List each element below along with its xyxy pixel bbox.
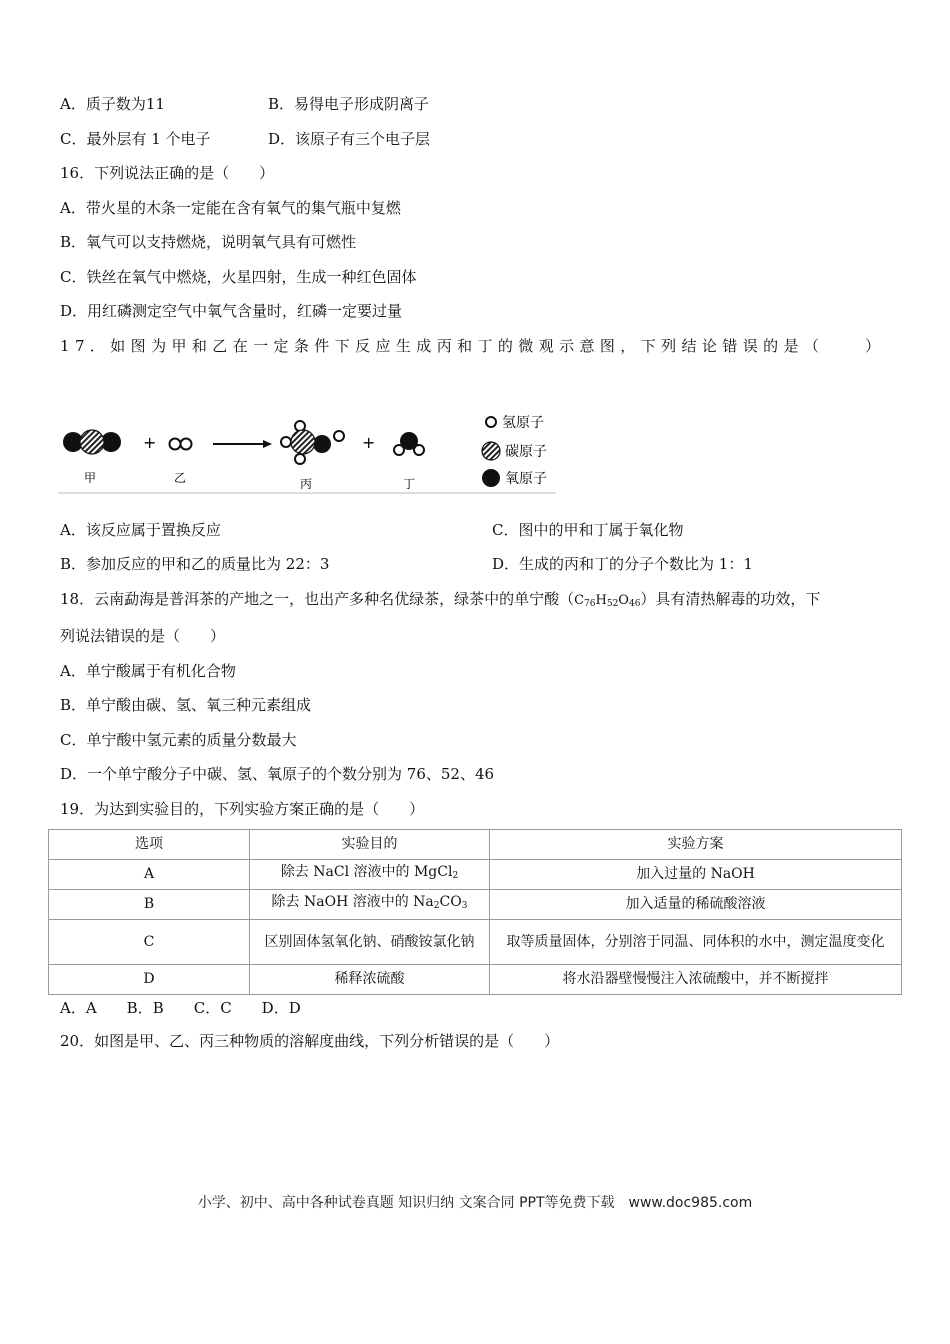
molecule-ding (394, 432, 424, 455)
legend-hydrogen: 氢原子 (502, 415, 544, 431)
legend-oxygen: 氧原子 (505, 471, 547, 487)
table-row (49, 965, 902, 995)
row-option: A (49, 860, 250, 890)
reaction-diagram (58, 404, 558, 496)
row-purpose: 除去 NaCl 溶液中的 MgCl$_2$ (250, 860, 490, 890)
label-jia: 甲 (84, 471, 97, 485)
label-yi: 乙 (174, 471, 187, 485)
plus-sign-1: + (143, 433, 157, 452)
row-option: C (49, 920, 250, 965)
q18-stem-pre: 18．云南勐海是普洱茶的产地之一，也出产多种名优绿茶，绿茶中的单宁酸（ (60, 590, 575, 608)
q16-option-d: D．用红磷测定空气中氧气含量时，红磷一定要过量 (60, 302, 403, 320)
q18-option-b: B．单宁酸由碳、氢、氧三种元素组成 (60, 696, 312, 714)
row-purpose: 区别固体氢氧化钠、硝酸铵氯化钠 (250, 920, 490, 965)
q16-option-a: A．带火星的木条一定能在含有氧气的集气瓶中复燃 (60, 199, 401, 217)
q18-option-d: D．一个单宁酸分子中碳、氢、氧原子的个数分别为 76、52、46 (60, 765, 495, 783)
reaction-arrow (213, 440, 272, 448)
oxygen-atom-icon (482, 469, 500, 487)
label-bing: 丙 (300, 477, 313, 491)
row-option: D (49, 965, 250, 995)
row-plan: 加入过量的 NaOH (490, 860, 902, 890)
q17-option-c: C．图中的甲和丁属于氧化物 (492, 521, 684, 539)
q16-stem: 16．下列说法正确的是（ ） (60, 164, 275, 182)
table-row (49, 920, 902, 965)
q15-option-a: A．质子数为11 (60, 95, 165, 113)
q17-option-d: D．生成的丙和丁的分子个数比为 1：1 (492, 555, 753, 573)
plus-sign-2: + (362, 433, 376, 452)
q17-option-b: B．参加反应的甲和乙的质量比为 22：3 (60, 555, 330, 573)
row-plan: 取等质量固体，分别溶于同温、同体积的水中，测定温度变化 (490, 920, 902, 965)
label-ding: 丁 (403, 477, 416, 491)
legend-carbon: 碳原子 (505, 444, 547, 460)
q19-answer-options: A．A B．B C．C D．D (60, 999, 301, 1017)
q18-stem-post: ）具有清热解毒的功效，下 (640, 590, 821, 608)
hydrogen-atom-icon (486, 417, 496, 427)
table-header-row (49, 830, 902, 860)
header-plan: 实验方案 (490, 830, 902, 860)
q17-stem: 17．如图为甲和乙在一定条件下反应生成丙和丁的微观示意图，下列结论错误的是（ ） (60, 337, 886, 355)
q15-option-d: D．该原子有三个电子层 (268, 130, 431, 148)
row-plan: 将水沿器壁慢慢注入浓硫酸中，并不断搅拌 (490, 965, 902, 995)
legend (482, 415, 547, 487)
row-option: B (49, 890, 250, 920)
row-purpose: 除去 NaOH 溶液中的 $Na_2CO_3$ (250, 890, 490, 920)
experiment-table (48, 829, 902, 995)
tannic-acid-formula: $C_{76}H_{52}O_{46}$ (574, 593, 641, 609)
q18-option-c: C．单宁酸中氢元素的质量分数最大 (60, 731, 297, 749)
carbon-atom-icon (482, 442, 500, 460)
table-row (49, 890, 902, 920)
q15-option-b: B．易得电子形成阴离子 (268, 95, 430, 113)
row-purpose: 稀释浓硫酸 (250, 965, 490, 995)
q17-option-a: A．该反应属于置换反应 (60, 521, 221, 539)
molecule-yi (170, 439, 192, 450)
q18-option-a: A．单宁酸属于有机化合物 (60, 662, 236, 680)
molecule-jia (63, 430, 121, 454)
q16-option-c: C．铁丝在氧气中燃烧，火星四射，生成一种红色固体 (60, 268, 417, 286)
table-row (49, 860, 902, 890)
header-option: 选项 (49, 830, 250, 860)
q16-option-b: B．氧气可以支持燃烧，说明氧气具有可燃性 (60, 233, 357, 251)
q20-stem: 20．如图是甲、乙、丙三种物质的溶解度曲线，下列分析错误的是（ ） (60, 1032, 560, 1050)
molecule-bing (281, 421, 344, 464)
q19-stem: 19．为达到实验目的，下列实验方案正确的是（ ） (60, 800, 425, 818)
header-purpose: 实验目的 (250, 830, 490, 860)
q18-stem-line2: 列说法错误的是（ ） (60, 627, 226, 645)
row-plan: 加入适量的稀硫酸溶液 (490, 890, 902, 920)
page-footer: 小学、初中、高中各种试卷真题 知识归纳 文案合同 PPT等免费下载 www.doc985.com (197, 1195, 753, 1211)
q15-option-c: C．最外层有 1 个电子 (60, 130, 211, 148)
q18-stem (60, 589, 820, 614)
